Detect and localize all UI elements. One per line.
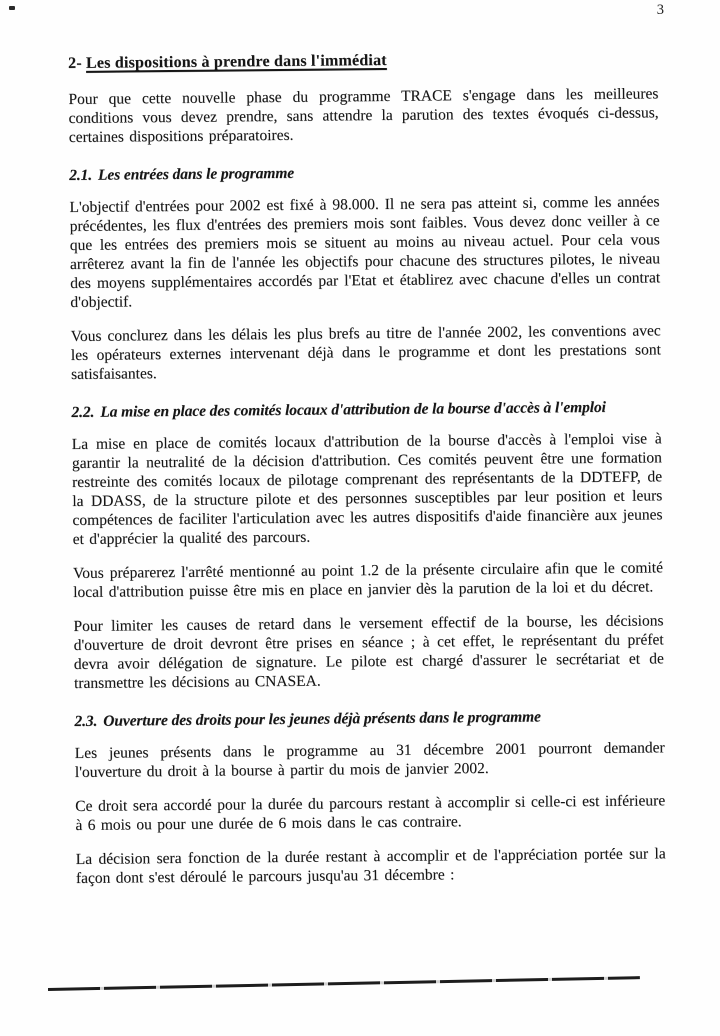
section-number: 2.3. (74, 712, 98, 730)
section-entrees-programme (69, 161, 661, 384)
paragraph: L'objectif d'entrées pour 2002 est fixé à 98.000. Il ne sera pas atteint si, comme les années précédentes, les flux d'entrées des premiers mois sont faibles. Vous devez donc veiller à ce que les entrées des premiers mois se situent au moins au niveau actuel. Pour cela vous arrêterez avant la fin de l'année les objectifs pour chacune des structures pilotes, le niveau des moyens supplémentaires accordés par l'Etat et établirez avec chacune d'elles un contrat d'objectif. (69, 193, 661, 311)
page-number: 3 (656, 2, 664, 18)
paragraph: Pour limiter les causes de retard dans le versement effectif de la bourse, les décisions d'ouverture de droit devront être prises en séance ; à cet effet, le représentant du préfet devra avoir délégation de signature. Le pilote est chargé d'assurer le secrétariat et de transmettre les décisions au CNASEA. (73, 612, 664, 692)
paragraph: Ce droit sera accordé pour la durée du parcours restant à accomplir si celle-ci est inférieure à 6 mois ou pour une durée de 6 mois dans le cas contraire. (75, 792, 666, 834)
bottom-rule (48, 976, 640, 990)
main-heading (68, 49, 658, 73)
paragraph: Vous conclurez dans les délais les plus brefs au titre de l'année 2002, les conventions avec les opérateurs externes intervenant déjà dans le programme et dont les prestations sont satisfaisantes. (70, 322, 661, 383)
main-heading-number: 2- (68, 54, 82, 72)
paragraph: La mise en place de comités locaux d'attribution de la bourse d'accès à l'emploi vise à garantir la neutralité de la décision d'attribution. Ces comités peuvent être une formation restreinte des comités locaux de pilotage comprenant des représentants de la DDTEFP, de la DDASS, de la structure pilote et des personnes susceptibles par leur position et leurs compétences de faciliter l'articulation avec les autres dispositifs d'aide financière aux jeunes et d'apprécier la qualité des parcours. (71, 430, 663, 548)
section-number: 2.1. (69, 166, 93, 184)
section-title: Les entrées dans le programme (97, 164, 295, 184)
paragraph: La décision sera fonction de la durée restant à accomplir et de l'appréciation portée sur la façon dont s'est déroulé le parcours jusqu'au 31 décembre : (75, 845, 666, 887)
scan-artifact-dot (9, 6, 15, 10)
section-title: La mise en place des comités locaux d'attribution de la bourse d'accès à l'emploi (100, 398, 606, 421)
section-title: Ouverture des droits pour les jeunes déjà présents dans le programme (103, 708, 541, 730)
section-comites-locaux (71, 398, 664, 693)
section-number: 2.2. (71, 403, 95, 421)
paragraph: Les jeunes présents dans le programme au 31 décembre 2001 pourront demander l'ouverture du droit à la bourse à partir du mois de janvier 2002. (74, 739, 665, 781)
intro-paragraph: Pour que cette nouvelle phase du programme TRACE s'engage dans les meilleures conditions vous devez prendre, sans attendre la parution des textes évoqués ci-dessus, certaines dispositions préparatoires. (68, 85, 659, 146)
paragraph: Vous préparerez l'arrêté mentionné au point 1.2 de la présente circulaire afin que le comité local d'attribution puisse être mis en place en janvier dès la parution de la loi et du décret. (72, 559, 664, 601)
document-content (68, 49, 666, 903)
main-heading-text: Les dispositions à prendre dans l'immédiat (85, 51, 387, 72)
section-heading-2-3 (74, 707, 664, 731)
section-ouverture-droits (74, 707, 666, 888)
section-heading-2-2 (71, 398, 661, 422)
section-heading-2-1 (69, 161, 659, 185)
